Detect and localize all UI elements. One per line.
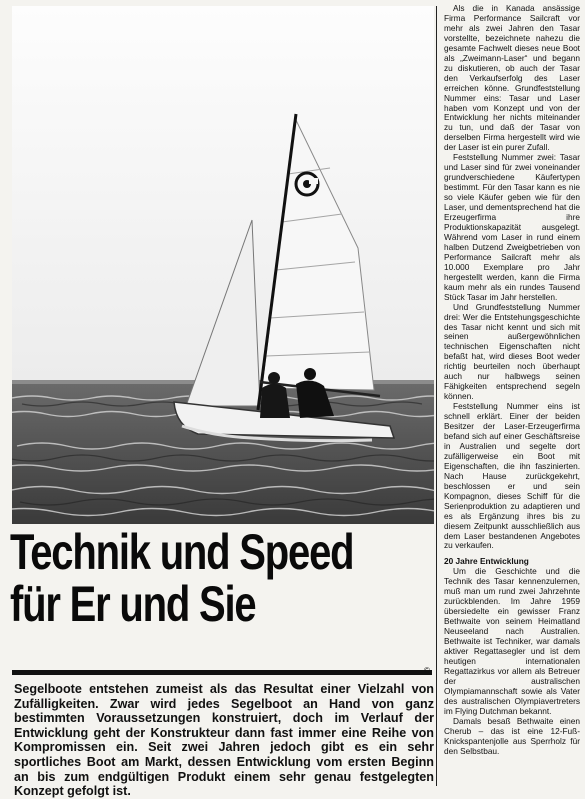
article-headline [10, 524, 354, 632]
body-paragraph-6: Damals besaß Bethwaite einen Cherub – das ist eine 12-Fuß-Knickspantenjolle aus Sperrholz für den Selbstbau. [444, 715, 580, 756]
article-body-column [444, 4, 580, 757]
headline-line-1: Technik und Speed [10, 524, 354, 580]
lead-paragraph: Segelboote entstehen zumeist als das Resultat einer Vielzahl von Zufälligkeiten. Zwar wird jedes Segelboot an Hand von ganz bestimmten Voraussetzungen konstruiert, doch im Verlauf der Entwicklung geht der Konstrukteur dann fast immer eine Reihe von Kompromissen ein. Seit zwei Jahren jedoch gibt es ein sehr sportliches Boot am Markt, dessen Entwicklung vom ersten Beginn an bis zum endgültigen Produkt einem sehr genau festgelegten Konzept gefolgt ist. [14, 682, 434, 799]
body-paragraph-2: Feststellung Nummer zwei: Tasar und Laser sind für zwei voneinander grundverschiedene Käufertypen bestimmt. Für den Tasar kann es nie so viele Käufer geben wie für den Laser, und dementsprechend hat die Erzeugerfirma ihre Produktionskapazität ausgelegt. Während vom Laser in rund einem halben Dutzend Zweigbetrieben von Performance Sailcraft mehr als 10.000 Exemplare pro Jahr hergestellt werden, kann die Firma kaum mehr als ein rundes Tausend Stück Tasar im Jahr herstellen. [444, 152, 580, 302]
sailboat-photo [12, 6, 434, 524]
body-paragraph-1: Als die in Kanada ansässige Firma Performance Sailcraft vor mehr als zwei Jahren den Tasar vorstellte, bezeichnete nahezu die gesamte Fachwelt dieses neue Boot als „Zweimann-Laser“ und begann zu diskutieren, ob auch der Tasar den Verkaufserfolg des Laser erreichen könne. Grundfeststellung Nummer eins: Tasar und Laser haben vom Konzept und von der Entwicklung her nichts miteinander zu tun, und daß der Tasar von derselben Firma hergestellt wird wie der Laser ist ein purer Zufall. [444, 3, 580, 153]
headline-rule [12, 670, 432, 675]
section-heading: 20 Jahre Entwicklung [444, 556, 529, 567]
headline-line-2: für Er und Sie [10, 576, 256, 632]
body-paragraph-5: Um die Geschichte und die Technik des Tasar kennenzulernen, muß man um rund zwei Jahrzehnte zurückblenden. Im Jahre 1959 übersiedelte ein gewisser Franz Bethwaite von seinem Heimatland Neuseeland nach Australien. Bethwaite ist Techniker, war damals aktiver Regattasegler und ist dem heutigen internationalen Regattazirkus vor allem als Betreuer der australischen Olympiamannschaft sowie als Vater des australischen Olympiavertreters im Flying Dutchman bekannt. [444, 566, 580, 716]
body-paragraph-4: Feststellung Nummer eins ist schnell erklärt. Einer der beiden Besitzer der Laser-Erzeugerfirma befand sich auf einer Geschäftsreise in Australien und segelte dort zufälligerweise ein Boot mit Eigenschaften, die ihn faszinierten. Nach Hause zurückgekehrt, beschlossen er und sein Kompagnon, dieses Schiff für die Serienproduktion zu adaptieren und es als Ergänzung ihres bis zu diesem Zeitpunkt ausschließlich aus dem Laser bestandenen Angebotes zu verkaufen. [444, 401, 580, 551]
sailboat-illustration [12, 6, 434, 524]
body-paragraph-3: Und Grundfeststellung Nummer drei: Wer die Entstehungsgeschichte des Tasar nicht kennt und sich mit seinen außergewöhnlichen technischen Eigenschaften nicht befaßt hat, wird dieses Boot weder richtig beurteilen noch überhaupt auch nur halbwegs seinen Fähigkeiten entsprechend segeln können. [444, 301, 580, 402]
copyright-mark: © [424, 666, 430, 675]
column-divider [436, 6, 437, 786]
